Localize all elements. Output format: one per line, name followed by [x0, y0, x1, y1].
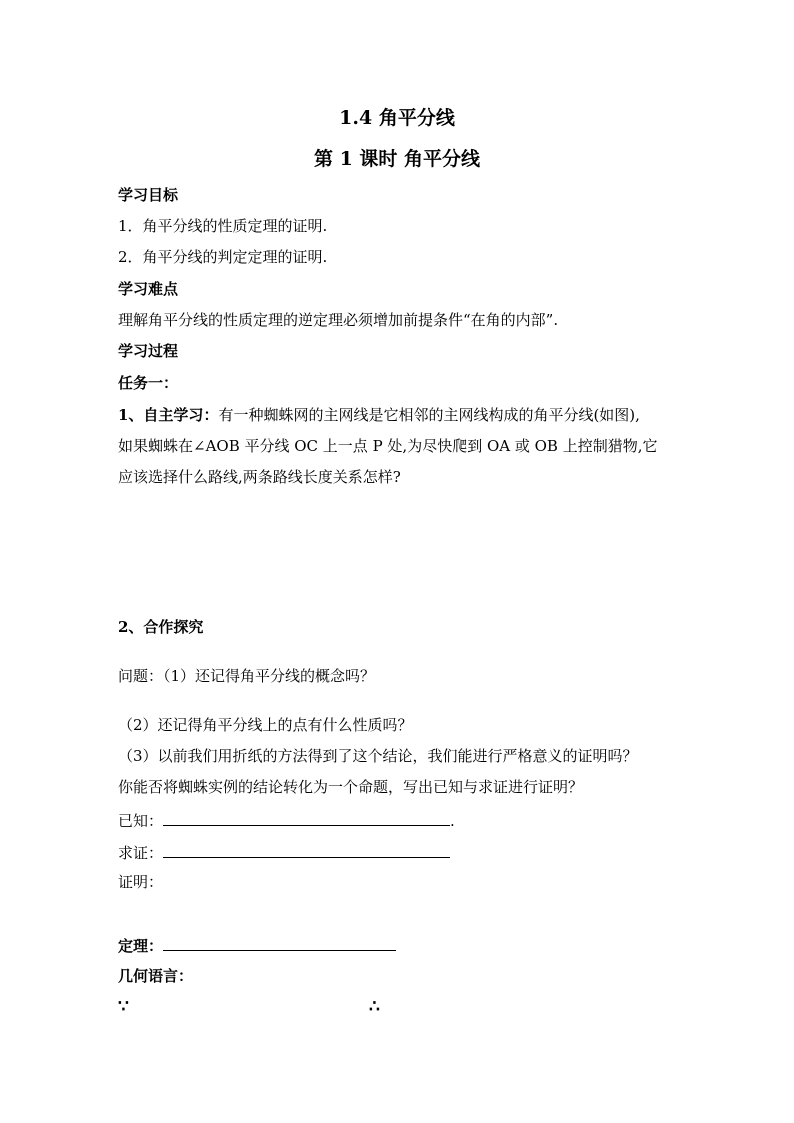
process-heading: 学习过程 [118, 342, 179, 360]
self-study-text-1: 有一种蜘蛛网的主网线是它相邻的主网线构成的角平分线(如图), [218, 406, 640, 424]
question-4: 你能否将蜘蛛实例的结论转化为一个命题，写出已知与求证进行证明？ [118, 778, 584, 796]
because-symbol: ∵ [118, 997, 129, 1017]
task-heading: 任务一： [118, 374, 179, 392]
self-study-line-2: 如果蜘蛛在∠AOB 平分线 OC 上一点 P 处,为尽快爬到 OA 或 OB 上控制猎物,它 [118, 437, 658, 455]
given-blank[interactable] [163, 809, 450, 826]
cooperation-heading: 2、合作探究 [118, 618, 204, 636]
objective-item-1: 1．角平分线的性质定理的证明. [118, 217, 328, 235]
objectives-heading: 学习目标 [118, 186, 179, 204]
lesson-title: 第 1 课时 角平分线 [313, 148, 481, 170]
prove-row [118, 841, 450, 863]
proof-label: 证明： [118, 873, 164, 891]
given-end-mark: . [450, 812, 455, 830]
given-label: 已知： [118, 812, 164, 830]
self-study-line-1 [118, 405, 640, 425]
difficulty-heading: 学习难点 [118, 280, 179, 298]
therefore-symbol: ∴ [369, 997, 380, 1017]
difficulty-text: 理解角平分线的性质定理的逆定理必须增加前提条件“在角的内部”. [118, 311, 559, 329]
given-row [118, 809, 455, 831]
theorem-row [118, 934, 396, 956]
objective-item-2: 2．角平分线的判定定理的证明. [118, 248, 328, 266]
geometry-label: 几何语言： [118, 967, 194, 985]
section-title: 1.4 角平分线 [339, 107, 455, 129]
prove-label: 求证： [118, 844, 164, 862]
prove-blank[interactable] [163, 841, 450, 858]
self-study-label: 1、自主学习： [118, 406, 219, 424]
self-study-line-3: 应该选择什么路线,两条路线长度关系怎样? [118, 468, 401, 486]
question-1: 问题：（1）还记得角平分线的概念吗？ [118, 667, 376, 685]
theorem-blank[interactable] [163, 934, 396, 951]
question-3: （3）以前我们用折纸的方法得到了这个结论，我们能进行严格意义的证明吗？ [118, 747, 638, 765]
question-2: （2）还记得角平分线上的点有什么性质吗？ [118, 716, 413, 734]
theorem-label: 定理： [118, 937, 164, 955]
